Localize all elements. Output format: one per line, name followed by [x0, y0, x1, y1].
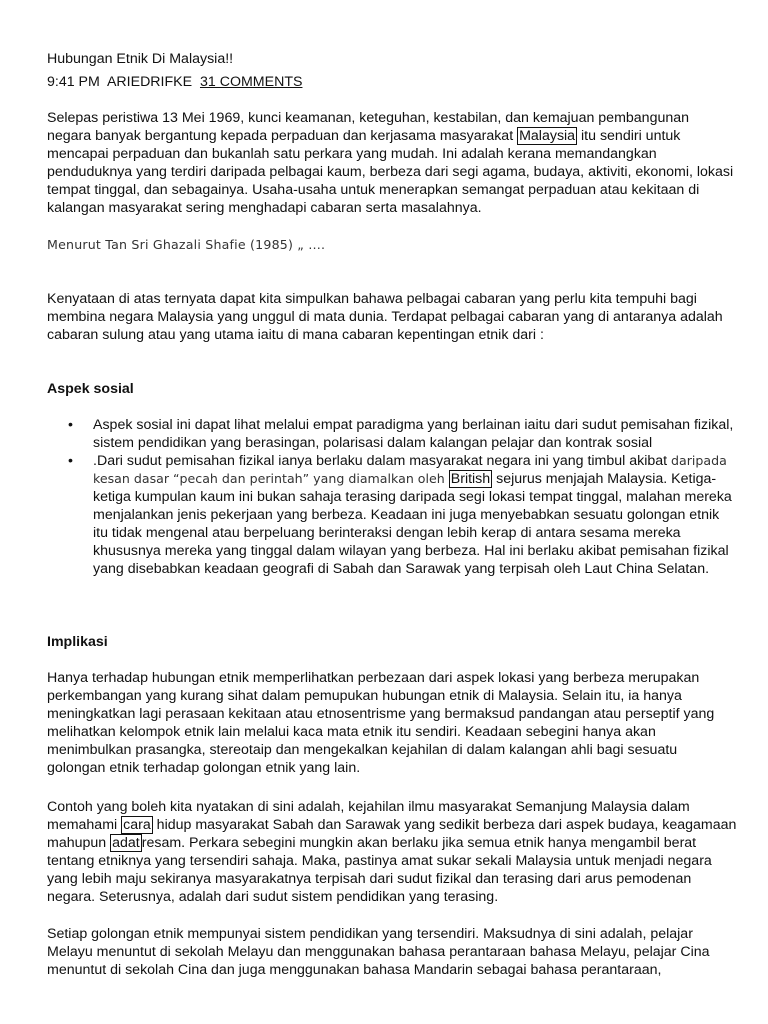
adat-link[interactable]: adat	[112, 835, 140, 851]
bullet-text-c: sejurus menjajah Malaysia. Ketiga-ketiga kumpulan kaum ini bukan sahaja terasing daripada segi lokasi tempat tinggal, malahan mereka menjalankan jenis pekerjaan yang berbeza. Keadaan ini juga menyebabkan sesuatu golongan etnik itu tidak mengenal atau berpeluang berinteraksi dengan lebih kerap di antara sesama mereka khususnya mereka yang tinggal dalam wilayan yang berbeza. Hal ini berlaku akibat pemisahan fizikal yang disebabkan keadaan geografi di Sabah dan Sarawak yang terpisah oleh Laut China Selatan.	[93, 471, 732, 577]
paragraph-intro	[47, 109, 737, 217]
paragraph-statement: Kenyataan di atas ternyata dapat kita simpulkan bahawa pelbagai cabaran yang perlu kita tempuhi bagi membina negara Malaysia yang unggul di mata dunia. Terdapat pelbagai cabaran yang di antaranya adalah cabaran sulung atau yang utama iaitu di mana cabaran kepentingan etnik dari :	[47, 291, 723, 343]
post-author: ARIEDRIFKE	[106, 74, 193, 90]
bullet-text-a: .Dari sudut pemisahan fizikal ianya berlaku dalam masyarakat negara ini yang timbul akibat	[93, 453, 672, 469]
contoh-text-a: Contoh yang boleh kita nyatakan di sini adalah, kejahilan ilmu masyarakat Semanjung Malaysia dalam memahami	[47, 799, 690, 833]
post-title: Hubungan Etnik Di Malaysia!!	[47, 51, 234, 67]
post-time: 9:41 PM	[47, 74, 100, 90]
bullet-text: Aspek sosial ini dapat lihat melalui empat paradigma yang berlainan iaitu dari sudut pemisahan fizikal, sistem pendidikan yang berasingan, polarisasi dalam kalangan pelajar dan kontrak sosial	[93, 417, 734, 451]
paragraph-implikasi: Hanya terhadap hubungan etnik memperlihatkan perbezaan dari aspek lokasi yang berbeza merupakan perkembangan yang kurang sihat dalam pemupukan hubungan etnik di Malaysia. Selain itu, ia hanya meningkatkan lagi perasaan kekitaan atau etnosentrisme yang bermaksud pandangan atau perseptif yang melihatkan kelompok etnik lain melalui kaca mata etnik itu sendiri. Keadaan sebegini hanya akan menimbulkan prasangka, stereotaip dan mengekalkan kejahilan di dalam kalangan ahli bagi sesuatu golongan etnik terhadap golongan etnik yang lain.	[47, 670, 715, 776]
bullet-text-b: daripada kesan dasar “pecah dan perintah” yang diamalkan oleh	[93, 453, 727, 486]
cara-link[interactable]: cara	[123, 817, 151, 833]
malaysia-link[interactable]: Malaysia	[519, 128, 576, 144]
intro-text-a: Selepas peristiwa 13 Mei 1969, kunci keamanan, keteguhan, kestabilan, dan kemajuan pembangunan negara banyak bergantung kepada perpaduan dan kerjasama masyarakat	[47, 110, 690, 144]
contoh-text-c: resam. Perkara sebegini mungkin akan berlaku jika semua etnik hanya mengambil berat tentang etniknya yang tersendiri sahaja. Maka, pastinya amat sukar sekali Malaysia untuk menjadi negara yang lebih maju sekiranya masyarakatnya terpisah dari sudut fizikal dan terasing dari arus pemodenan negara. Seterusnya, adalah dari sudut sistem pendidikan yang terasing.	[47, 835, 712, 905]
quote-line: Menurut Tan Sri Ghazali Shafie (1985) „ ….	[47, 237, 326, 252]
paragraph-contoh	[47, 798, 737, 906]
heading-implikasi: Implikasi	[47, 634, 108, 650]
contoh-text-b: hidup masyarakat Sabah dan Sarawak yang sedikit berbeza dari aspek budaya, keagamaan mahupun	[47, 817, 737, 851]
bullet-dot: •	[68, 453, 73, 469]
british-link[interactable]: British	[450, 471, 491, 487]
intro-text-b: itu sendiri untuk mencapai perpaduan dan bukanlah satu perkara yang mudah. Ini adalah kerana memandangkan penduduknya yang terdiri daripada pelbagai kaum, berbeza dari segi agama, budaya, aktiviti, ekonomi, lokasi tempat tinggal, dan sebagainya. Usaha-usaha untuk menerapkan semangat perpaduan atau kekitaan di kalangan masyarakat sering menghadapi cabaran serta masalahnya.	[47, 128, 734, 216]
heading-aspek-sosial: Aspek sosial	[47, 381, 134, 397]
bullet-dot: •	[68, 417, 73, 433]
bullet-item	[47, 452, 737, 578]
post-meta	[47, 73, 302, 91]
bullet-list	[47, 416, 737, 578]
comments-link[interactable]: 31 COMMENTS	[199, 74, 303, 90]
bullet-item	[47, 416, 737, 452]
paragraph-pendidikan: Setiap golongan etnik mempunyai sistem pendidikan yang tersendiri. Maksudnya di sini adalah, pelajar Melayu menuntut di sekolah Melayu dan menggunakan bahasa perantaraan bahasa Melayu, pelajar Cina menuntut di sekolah Cina dan juga menggunakan bahasa Mandarin sebagai bahasa perantaraan,	[47, 926, 710, 978]
